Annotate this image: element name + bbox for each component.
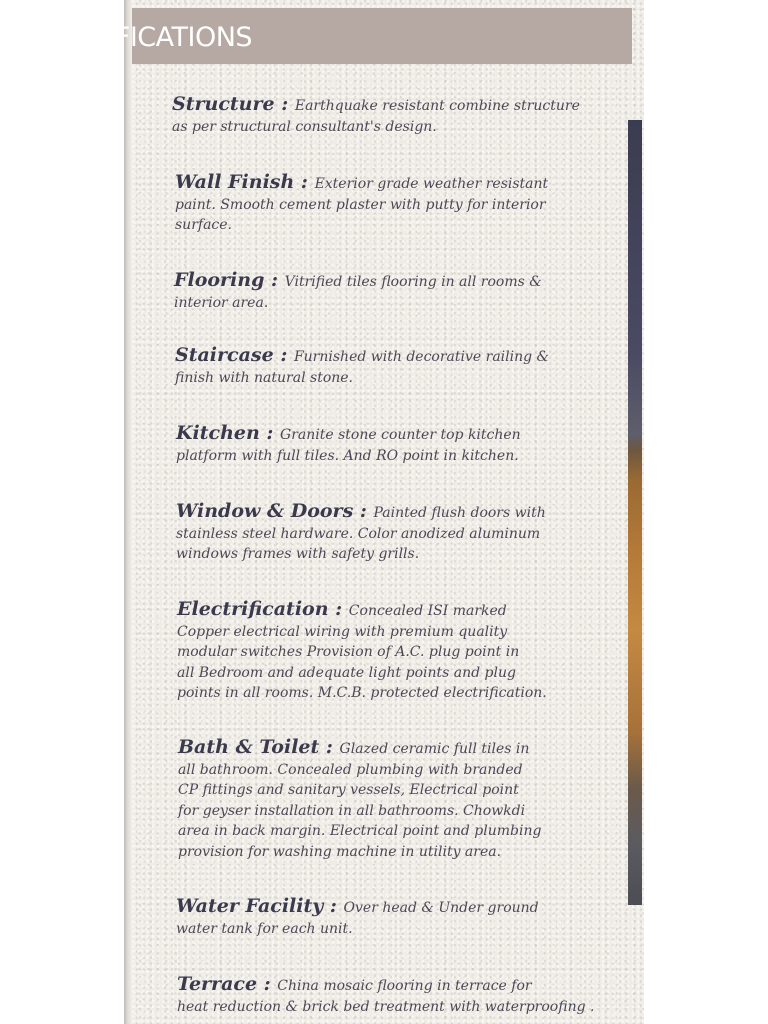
- spec-item-terrace: Terrace : China mosaic flooring in terrace for heat reduction & brick bed treatment with waterproofing .: [177, 974, 594, 1017]
- spec-label: Bath & Toilet: [178, 736, 320, 758]
- spec-text-line: all Bedroom and adequate light points and plug: [177, 664, 516, 681]
- spec-text-line: platform with full tiles. And RO point in kitchen.: [176, 447, 519, 464]
- spec-text-line: finish with natural stone.: [175, 369, 354, 386]
- spec-label: Terrace: [177, 973, 258, 995]
- spec-text-line: all bathroom. Concealed plumbing with branded: [178, 761, 523, 778]
- spec-text-line: modular switches Provision of A.C. plug point in: [177, 644, 520, 660]
- spec-text-line: China mosaic flooring in terrace for: [277, 978, 532, 994]
- spec-text-line: Granite stone counter top kitchen: [280, 427, 521, 443]
- spec-text-line: Furnished with decorative railing &: [293, 349, 549, 365]
- spec-text-line: Vitrified tiles flooring in all rooms &: [284, 274, 542, 290]
- spec-item-bath-toilet: Bath & Toilet : Glazed ceramic full tiles in all bathroom. Concealed plumbing with branded CP fittings and sanitary vessels, Electrical point for geyser installation in all bathrooms. Chowkdi area in back margin. Electrical point and plumbing provision for washing machine in utility area.: [178, 737, 541, 862]
- spec-label: Kitchen: [176, 422, 260, 444]
- spec-label: Electrification: [177, 598, 329, 620]
- spec-label: Wall Finish: [175, 171, 295, 193]
- spec-text-line: Exterior grade weather resistant: [314, 176, 549, 192]
- spec-text-line: Earthquake resistant combine structure: [294, 98, 580, 114]
- spec-text-line: interior area.: [174, 294, 269, 311]
- building-photo-edge: [628, 120, 642, 905]
- spec-label: Water Facility: [176, 895, 324, 917]
- spec-text-line: Copper electrical wiring with premium quality: [177, 623, 508, 640]
- spec-item-window-doors: Window & Doors : Painted flush doors with stainless steel hardware. Color anodized aluminum windows frames with safety grills.: [176, 501, 546, 565]
- spec-item-wall-finish: Wall Finish : Exterior grade weather resistant paint. Smooth cement plaster with putty for interior surface.: [175, 172, 548, 236]
- spec-text-line: area in back margin. Electrical point and plumbing: [178, 823, 542, 839]
- spec-text-line: points in all rooms. M.C.B. protected electrification.: [177, 685, 547, 701]
- brochure-fold: [124, 0, 132, 1024]
- spec-label: Flooring: [174, 269, 265, 291]
- spec-item-kitchen: Kitchen : Granite stone counter top kitchen platform with full tiles. And RO point in kitchen.: [176, 423, 521, 466]
- spec-text-line: water tank for each unit.: [176, 920, 353, 937]
- spec-label: Staircase: [175, 344, 274, 366]
- spec-label: Window & Doors: [176, 500, 354, 522]
- spec-item-electrification: Electrification : Concealed ISI marked Copper electrical wiring with premium quality modular switches Provision of A.C. plug point in all Bedroom and adequate light points and plug points in all rooms. M.C.B. protected electrification.: [177, 599, 547, 704]
- spec-text-line: surface.: [175, 217, 232, 233]
- spec-text-line: stainless steel hardware. Color anodized aluminum: [176, 525, 541, 542]
- spec-text-line: Over head & Under ground: [343, 900, 539, 916]
- spec-text-line: for geyser installation in all bathrooms. Chowkdi: [178, 802, 526, 819]
- spec-item-staircase: Staircase : Furnished with decorative railing & finish with natural stone.: [175, 345, 549, 388]
- spec-text-line: as per structural consultant's design.: [172, 118, 437, 135]
- spec-text-line: windows frames with safety grills.: [176, 546, 420, 562]
- spec-item-water-facility: Water Facility : Over head & Under ground water tank for each unit.: [176, 896, 539, 939]
- spec-text-line: provision for washing machine in utility area.: [178, 843, 502, 860]
- spec-text-line: Painted flush doors with: [373, 505, 546, 521]
- spec-text-line: heat reduction & brick bed treatment with waterproofing .: [177, 998, 595, 1015]
- page-title: SPECIFICATIONS: [40, 22, 253, 53]
- spec-text-line: paint. Smooth cement plaster with putty for interior: [175, 196, 546, 213]
- spec-item-structure: Structure : Earthquake resistant combine structure as per structural consultant's design.: [172, 94, 580, 137]
- spec-text-line: CP fittings and sanitary vessels, Electrical point: [178, 782, 519, 798]
- spec-text-line: Concealed ISI marked: [348, 603, 507, 619]
- spec-label: Structure: [172, 93, 275, 115]
- spec-text-line: Glazed ceramic full tiles in: [339, 741, 530, 757]
- spec-item-flooring: Flooring : Vitrified tiles flooring in all rooms & interior area.: [174, 270, 542, 313]
